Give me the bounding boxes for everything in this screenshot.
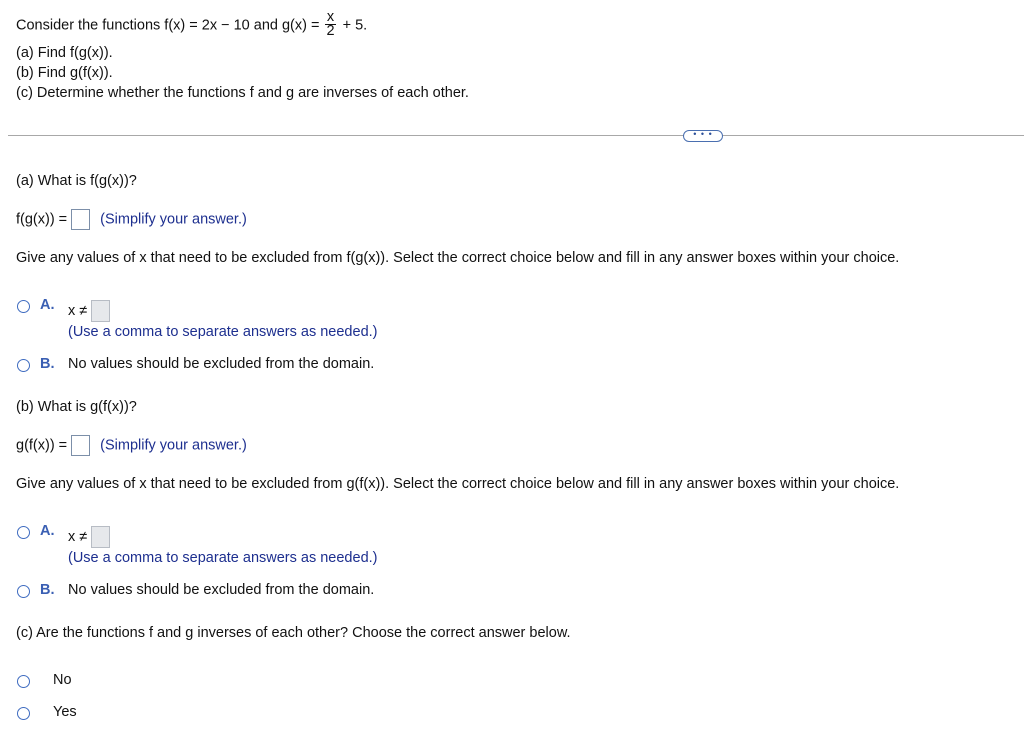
radio-icon (17, 300, 30, 313)
part-b-instructions: Give any values of x that need to be excluded from g(f(x)). Select the correct choice below and fill in any answer boxes within your choice. (16, 476, 900, 492)
radio-icon (17, 707, 30, 720)
task-c: (c) Determine whether the functions f and g are inverses of each other. (16, 85, 469, 101)
part-a-choice-b-radio[interactable] (17, 356, 30, 374)
radio-icon (17, 585, 30, 598)
part-a-choice-a-radio[interactable] (17, 297, 30, 315)
part-a-question: (a) What is f(g(x))? (16, 173, 137, 189)
section-divider (8, 135, 1024, 136)
g-numerator: x (326, 9, 335, 25)
part-a-answer-label: f(g(x)) = (16, 211, 68, 228)
g-denominator: 2 (326, 23, 335, 39)
g-fraction (325, 11, 335, 38)
part-c-yes-radio[interactable] (17, 704, 30, 722)
intro-prefix: Consider the functions f(x) = 2x − 10 and g(x) = (16, 17, 320, 34)
radio-icon (17, 526, 30, 539)
part-b-choice-a-prefix: x ≠ (68, 528, 88, 545)
part-c-no-label: No (53, 672, 72, 688)
task-a: (a) Find f(g(x)). (16, 45, 113, 61)
part-a-exclusion-input[interactable] (91, 300, 110, 322)
task-b: (b) Find g(f(x)). (16, 65, 113, 81)
problem-statement (16, 9, 368, 39)
more-options-button[interactable]: • • • (683, 130, 723, 142)
part-b-answer-row (16, 435, 247, 456)
part-b-hint: (Simplify your answer.) (100, 437, 247, 454)
part-a-choice-a-letter: A. (40, 297, 55, 313)
part-c-question: (c) Are the functions f and g inverses of each other? Choose the correct answer below. (16, 625, 571, 641)
radio-icon (17, 359, 30, 372)
part-b-choice-a-radio[interactable] (17, 523, 30, 541)
part-b-choice-b-radio[interactable] (17, 582, 30, 600)
part-b-choice-a-hint: (Use a comma to separate answers as needed.) (68, 550, 378, 566)
part-b-choice-a-letter: A. (40, 523, 55, 539)
part-a-instructions: Give any values of x that need to be excluded from f(g(x)). Select the correct choice below and fill in any answer boxes within your choice. (16, 250, 900, 266)
part-b-exclusion-input[interactable] (91, 526, 110, 548)
part-c-no-radio[interactable] (17, 672, 30, 690)
part-b-choice-a-row (68, 526, 120, 548)
radio-icon (17, 675, 30, 688)
part-b-question: (b) What is g(f(x))? (16, 399, 137, 415)
part-a-choice-b-letter: B. (40, 356, 55, 372)
part-b-answer-label: g(f(x)) = (16, 437, 68, 454)
part-b-choice-b-text: No values should be excluded from the domain. (68, 582, 375, 598)
part-a-hint: (Simplify your answer.) (100, 211, 247, 228)
part-b-choice-b-letter: B. (40, 582, 55, 598)
part-a-choice-a-row (68, 300, 120, 322)
part-a-choice-a-prefix: x ≠ (68, 302, 88, 319)
part-a-choice-b-text: No values should be excluded from the domain. (68, 356, 375, 372)
part-a-choice-a-hint: (Use a comma to separate answers as needed.) (68, 324, 378, 340)
intro-suffix: + 5. (342, 17, 368, 34)
part-a-answer-row (16, 209, 247, 230)
part-a-answer-input[interactable] (71, 209, 90, 230)
part-b-answer-input[interactable] (71, 435, 90, 456)
part-c-yes-label: Yes (53, 704, 77, 720)
